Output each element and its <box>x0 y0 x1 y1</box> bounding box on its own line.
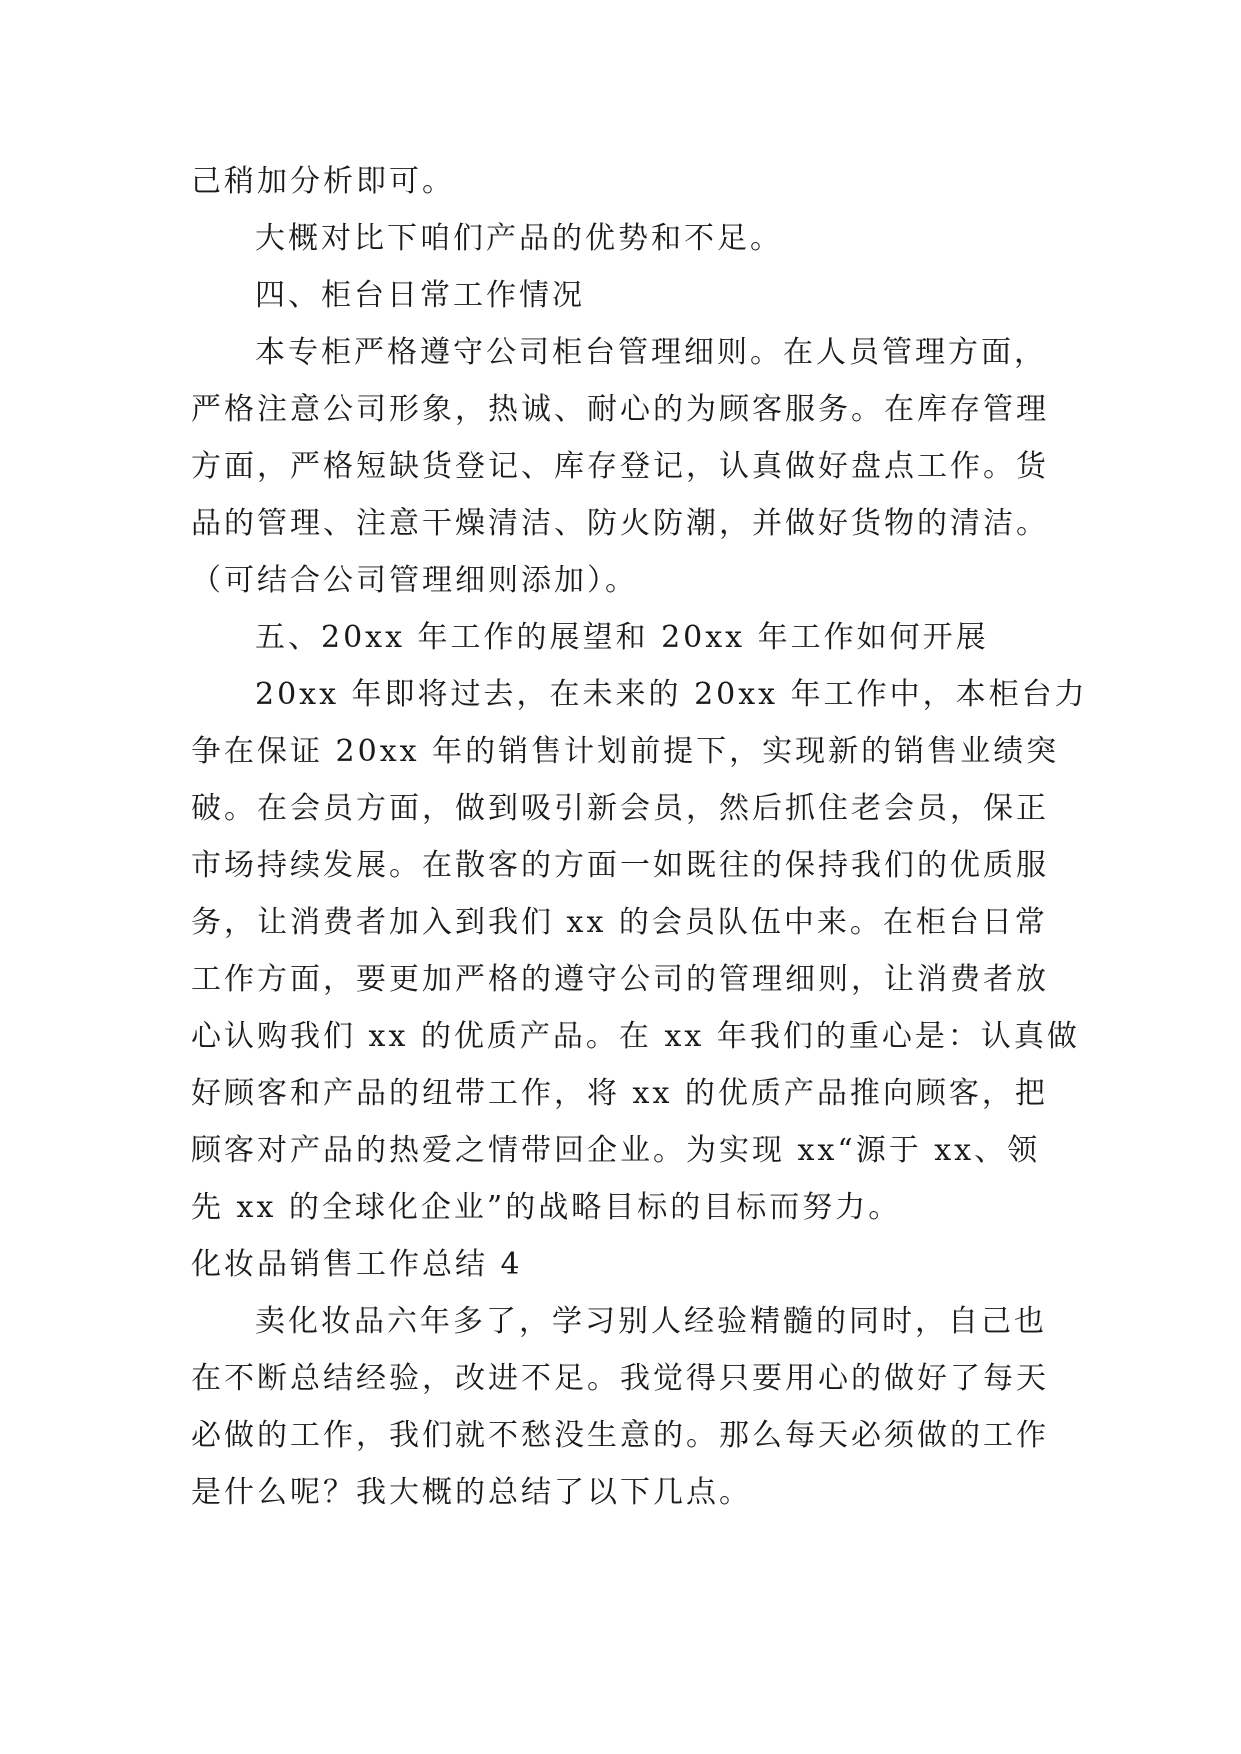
text-line: 是什么呢？我大概的总结了以下几点。 <box>191 1475 752 1510</box>
text-line: 本专柜严格遵守公司柜台管理细则。在人员管理方面， <box>255 335 1047 370</box>
text-line: 务，让消费者加入到我们 xx 的会员队伍中来。在柜台日常 <box>191 905 1048 940</box>
text-line: 争在保证 20xx 年的销售计划前提下，实现新的销售业绩突 <box>191 734 1060 769</box>
text-line: 心认购我们 xx 的优质产品。在 xx 年我们的重心是：认真做 <box>191 1019 1080 1054</box>
text-line: 先 xx 的全球化企业”的战略目标的目标而努力。 <box>191 1190 902 1225</box>
document-body <box>191 153 1088 1521</box>
text-line: 破。在会员方面，做到吸引新会员，然后抓住老会员，保正 <box>191 791 1049 826</box>
text-line: 己稍加分析即可。 <box>191 164 455 199</box>
text-line: 必做的工作，我们就不愁没生意的。那么每天必须做的工作 <box>191 1418 1049 1453</box>
text-line: 品的管理、注意干燥清洁、防火防潮，并做好货物的清洁。 <box>191 506 1049 541</box>
text-line: 严格注意公司形象，热诚、耐心的为顾客服务。在库存管理 <box>191 392 1049 427</box>
article-title: 化妆品销售工作总结 4 <box>191 1247 523 1282</box>
text-line: 在不断总结经验，改进不足。我觉得只要用心的做好了每天 <box>191 1361 1049 1396</box>
text-line: 大概对比下咱们产品的优势和不足。 <box>255 221 783 256</box>
text-line: 顾客对产品的热爱之情带回企业。为实现 xx“源于 xx、领 <box>191 1133 1041 1168</box>
text-line: 20xx 年即将过去，在未来的 20xx 年工作中，本柜台力 <box>255 677 1088 712</box>
text-line: 工作方面，要更加严格的遵守公司的管理细则，让消费者放 <box>191 962 1049 997</box>
text-line: 方面，严格短缺货登记、库存登记，认真做好盘点工作。货 <box>191 449 1049 484</box>
text-line: 好顾客和产品的纽带工作，将 xx 的优质产品推向顾客，把 <box>191 1076 1048 1111</box>
section-heading: 四、柜台日常工作情况 <box>255 278 585 313</box>
text-line: 卖化妆品六年多了，学习别人经验精髓的同时，自己也 <box>255 1304 1047 1339</box>
text-line: 市场持续发展。在散客的方面一如既往的保持我们的优质服 <box>191 848 1049 883</box>
section-heading: 五、20xx 年工作的展望和 20xx 年工作如何开展 <box>255 620 989 655</box>
text-line: （可结合公司管理细则添加）。 <box>191 563 638 598</box>
